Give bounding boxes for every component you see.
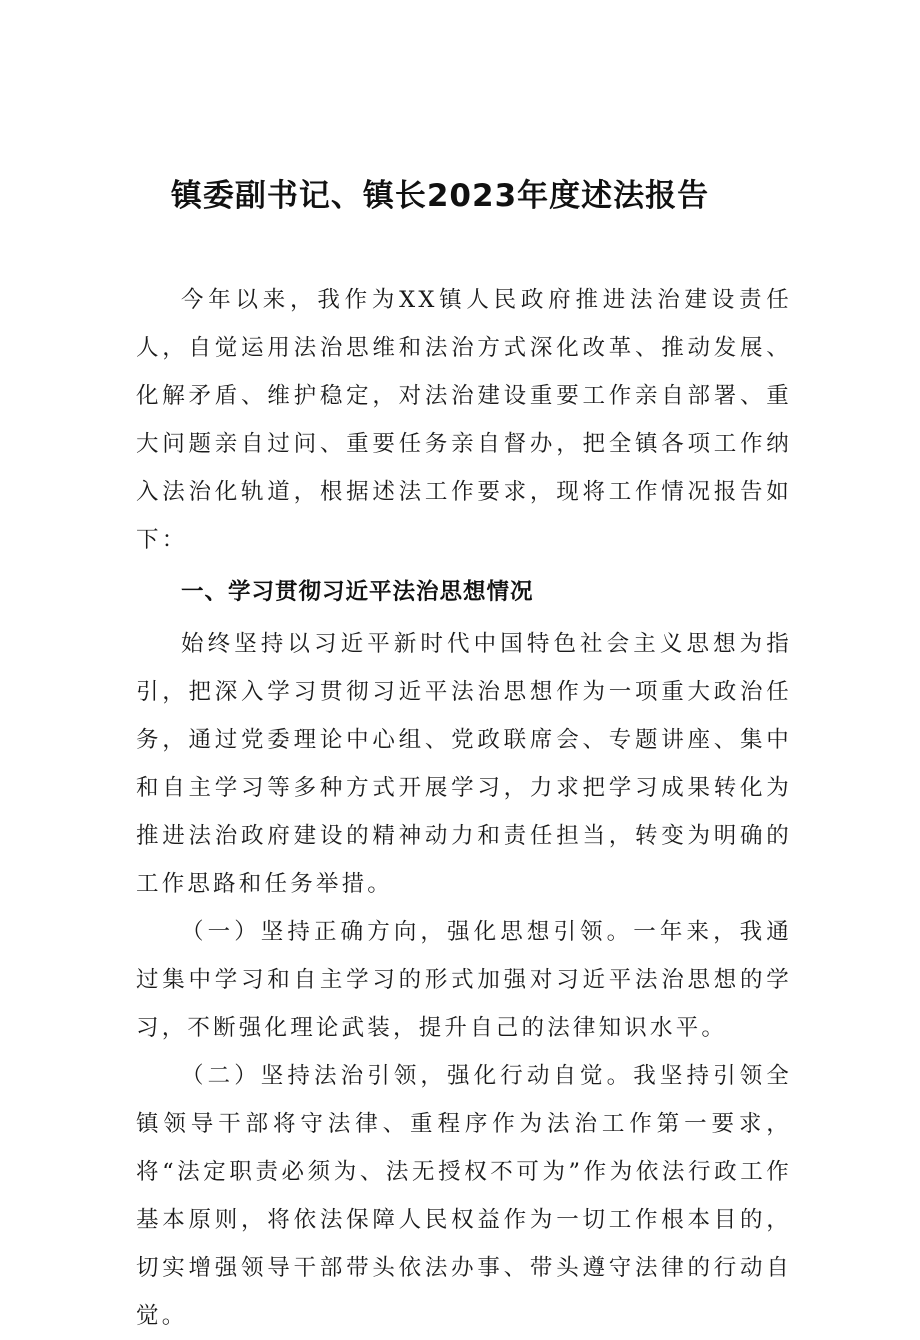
section-heading: 一、学习贯彻习近平法治思想情况 (181, 579, 534, 605)
intro-paragraph: 今年以来，我作为XX镇人民政府推进法治建设责任人，自觉运用法治思维和法治方式深化改革、推动发展、化解矛盾、维护稳定，对法治建设重要工作亲自部署、重大问题亲自过问、重要任务亲自督办，把全镇各项工作纳入法治化轨道，根据述法工作要求，现将工作情况报告如下： (136, 287, 792, 553)
subsection-item-2: （二）坚持法治引领，强化行动自觉。我坚持引领全镇领导干部将守法律、重程序作为法治工作第一要求，将“法定职责必须为、法无授权不可为”作为依法行政工作基本原则，将依法保障人民权益作为一切工作根本目的，切实增强领导干部带头依法办事、带头遵守法律的行动自觉。 (136, 1063, 792, 1329)
subsection-item-1: （一）坚持正确方向，强化思想引领。一年来，我通过集中学习和自主学习的形式加强对习近平法治思想的学习，不断强化理论武装，提升自己的法律知识水平。 (136, 919, 792, 1041)
section-paragraph: 始终坚持以习近平新时代中国特色社会主义思想为指引，把深入学习贯彻习近平法治思想作为一项重大政治任务，通过党委理论中心组、党政联席会、专题讲座、集中和自主学习等多种方式开展学习，力求把学习成果转化为推进法治政府建设的精神动力和责任担当，转变为明确的工作思路和任务举措。 (136, 631, 792, 897)
document-body (136, 276, 792, 1340)
document-title: 镇委副书记、镇长2023年度述法报告 (170, 178, 710, 214)
